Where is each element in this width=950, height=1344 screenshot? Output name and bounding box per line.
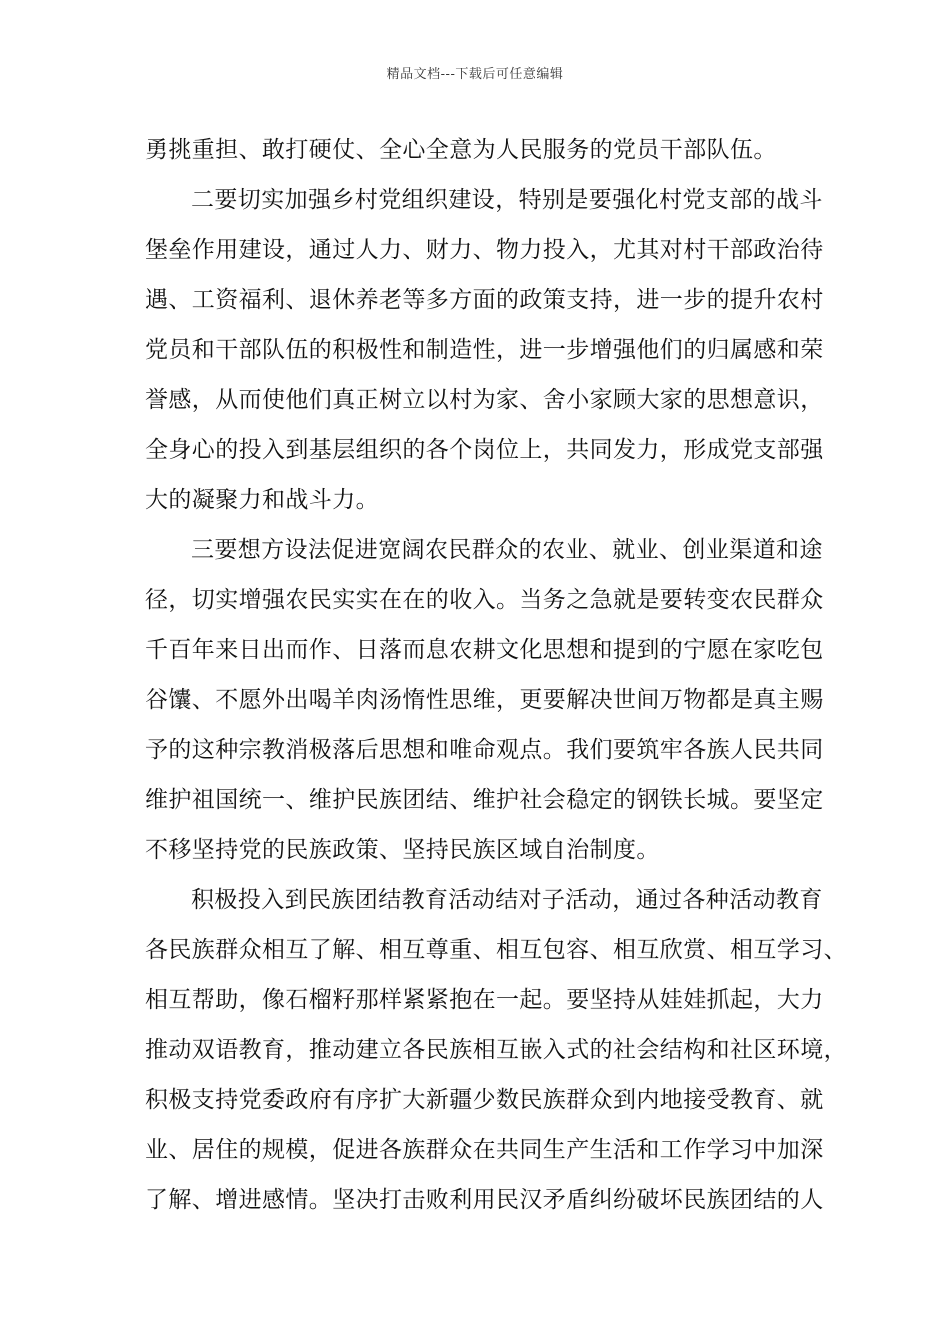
text-line: 大的凝聚力和战斗力。 <box>145 487 379 513</box>
document-body <box>145 125 847 1225</box>
text-line: 业、居住的规模，促进各族群众在共同生产生活和工作学习中加深 <box>145 1137 824 1163</box>
text-line: 党员和干部队伍的积极性和制造性，进一步增强他们的归属感和荣 <box>145 337 824 363</box>
text-line: 各民族群众相互了解、相互尊重、相互包容、相互欣赏、相互学习、 <box>145 937 847 963</box>
text-line: 千百年来日出而作、日落而息农耕文化思想和提到的宁愿在家吃包 <box>145 637 824 663</box>
text-line: 积极支持党委政府有序扩大新疆少数民族群众到内地接受教育、就 <box>145 1087 824 1113</box>
text-line: 相互帮助，像石榴籽那样紧紧抱在一起。要坚持从娃娃抓起，大力 <box>145 987 824 1013</box>
text-line: 维护祖国统一、维护民族团结、维护社会稳定的钢铁长城。要坚定 <box>145 787 824 813</box>
paragraph-start-line: 三要想方设法促进宽阔农民群众的农业、就业、创业渠道和途 <box>191 537 823 563</box>
text-line: 予的这种宗教消极落后思想和唯命观点。我们要筑牢各族人民共同 <box>145 737 824 763</box>
text-line: 堡垒作用建设，通过人力、财力、物力投入，尤其对村干部政治待 <box>145 237 824 263</box>
text-line: 不移坚持党的民族政策、坚持民族区域自治制度。 <box>145 837 660 863</box>
page-header: 精品文档---下载后可任意编辑 <box>386 67 564 82</box>
text-line: 誉感，从而使他们真正树立以村为家、舍小家顾大家的思想意识， <box>145 387 824 413</box>
text-line: 径，切实增强农民实实在在的收入。当务之急就是要转变农民群众 <box>145 587 824 613</box>
text-line: 勇挑重担、敢打硬仗、全心全意为人民服务的党员干部队伍。 <box>145 137 777 163</box>
text-line: 遇、工资福利、退休养老等多方面的政策支持，进一步的提升农村 <box>145 287 824 313</box>
paragraph-start-line: 积极投入到民族团结教育活动结对子活动，通过各种活动教育 <box>191 887 823 913</box>
text-line: 推动双语教育，推动建立各民族相互嵌入式的社会结构和社区环境， <box>145 1037 847 1063</box>
text-line: 谷馕、不愿外出喝羊肉汤惰性思维，更要解决世间万物都是真主赐 <box>145 687 824 713</box>
paragraph-start-line: 二要切实加强乡村党组织建设，特别是要强化村党支部的战斗 <box>191 187 823 213</box>
text-line: 全身心的投入到基层组织的各个岗位上，共同发力，形成党支部强 <box>145 437 824 463</box>
text-line: 了解、增进感情。坚决打击败利用民汉矛盾纠纷破坏民族团结的人 <box>145 1187 824 1213</box>
